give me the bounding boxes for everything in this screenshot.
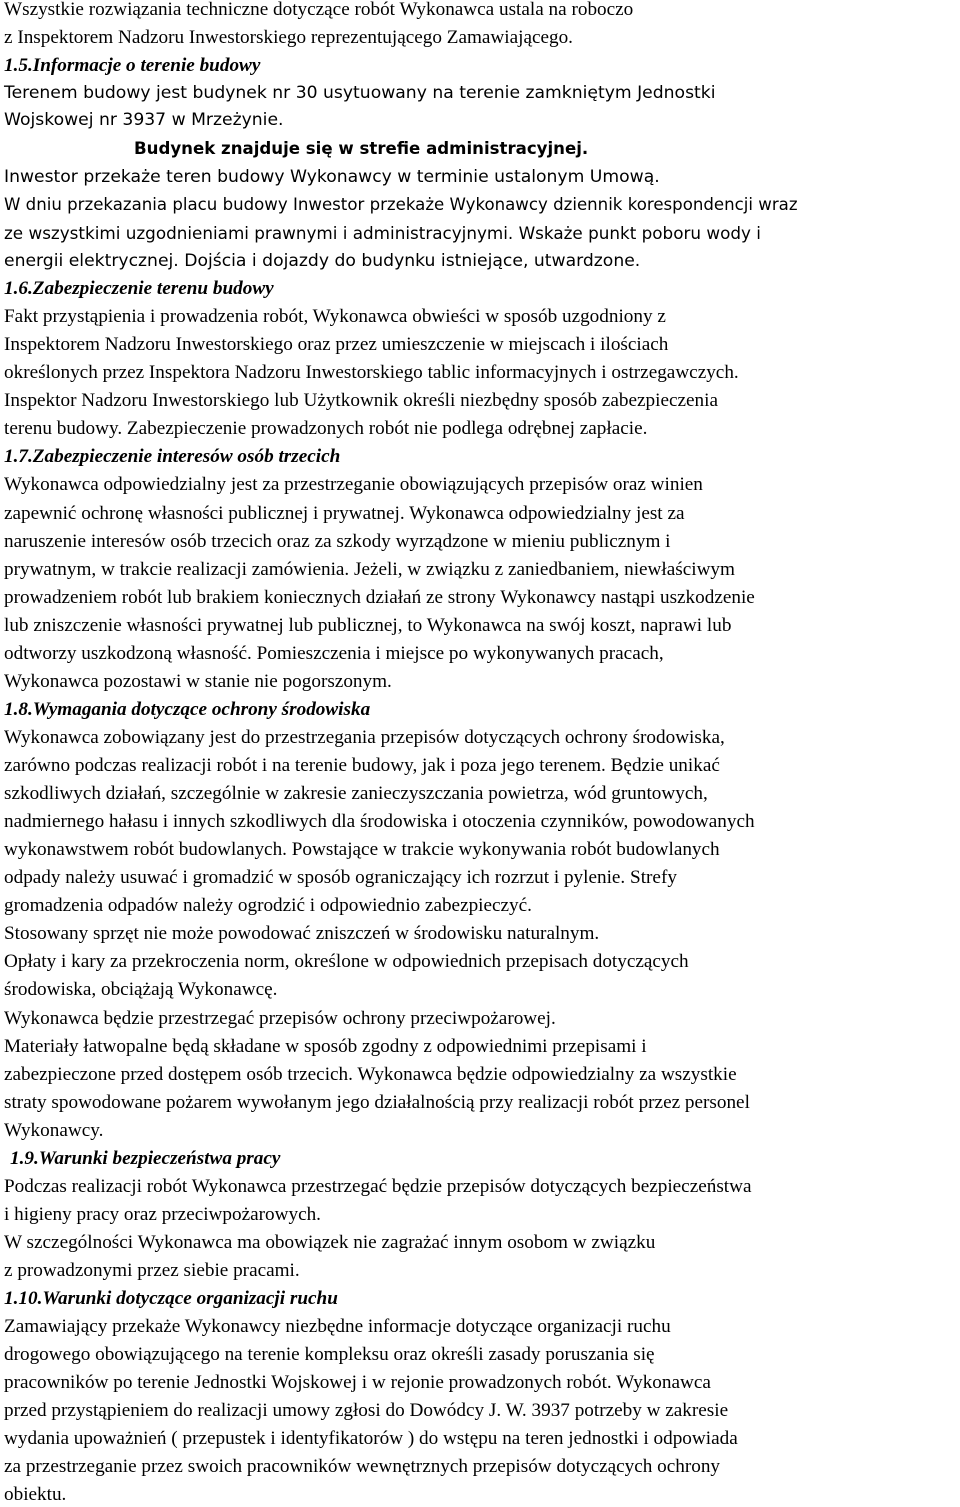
section-heading-1-6 [4,277,274,301]
section-number: 1.6. [4,278,33,299]
text-line: Inspektorem Nadzoru Inwestorskiego oraz przez umieszczenie w miejscach i ilościach [4,334,669,355]
section-number: 1.10. [4,1288,43,1309]
text-line: gromadzenia odpadów należy ogrodzić i odpowiednio zabezpieczyć. [4,895,532,916]
section-title: Informacje o terenie budowy [32,55,261,76]
text-line: przed przystąpieniem do realizacji umowy zgłosi do Dowódcy J. W. 3937 potrzeby w zakresie [4,1400,729,1421]
text-line: pracowników po terenie Jednostki Wojskowej i w rejonie prowadzonych robót. Wykonawca [4,1372,711,1393]
text-line: z prowadzonymi przez siebie pracami. [4,1260,300,1281]
emphasis-line: Budynek znajduje się w strefie administracyjnej. [134,139,589,158]
text-line: Materiały łatwopalne będą składane w sposób zgodny z odpowiednimi przepisami i [4,1036,647,1057]
section-title: Zabezpieczenie interesów osób trzecich [32,446,341,467]
text-line: Stosowany sprzęt nie może powodować zniszczeń w środowisku naturalnym. [4,923,600,944]
text-line: i higieny pracy oraz przeciwpożarowych. [4,1204,321,1225]
text-line: nadmiernego hałasu i innych szkodliwych dla środowiska i otoczenia czynników, powodowanych [4,811,755,832]
text-line: Wykonawca zobowiązany jest do przestrzegania przepisów dotyczących ochrony środowiska, [4,727,725,748]
text-line: zapewnić ochronę własności publicznej i prywatnej. Wykonawca odpowiedzialny jest za [4,503,685,524]
text-line: Wykonawca odpowiedzialny jest za przestrzeganie obowiązujących przepisów oraz winien [4,474,703,495]
text-line: prowadzeniem robót lub brakiem koniecznych działań ze strony Wykonawcy nastąpi uszkodzenie [4,587,755,608]
text-line: Terenem budowy jest budynek nr 30 usytuowany na terenie zamkniętym Jednostki [4,83,716,103]
text-line: Wszystkie rozwiązania techniczne dotyczące robót Wykonawca ustala na roboczo [4,0,634,20]
text-line: odpady należy usuwać i gromadzić w sposób ograniczający ich rozrzut i pylenie. Strefy [4,867,677,888]
section-title: Warunki bezpieczeństwa pracy [38,1148,281,1169]
text-line: naruszenie interesów osób trzecich oraz za szkody wyrządzone w mieniu publicznym i [4,531,671,552]
text-line: terenu budowy. Zabezpieczenie prowadzonych robót nie podlega odrębnej zapłacie. [4,418,648,439]
section-number: 1.5. [4,55,33,76]
text-line: Opłaty i kary za przekroczenia norm, określone w odpowiednich przepisach dotyczących [4,951,689,972]
text-line: Wykonawca będzie przestrzegać przepisów ochrony przeciwpożarowej. [4,1008,556,1029]
text-line: z Inspektorem Nadzoru Inwestorskiego reprezentującego Zamawiającego. [4,27,573,48]
section-number: 1.8. [4,699,33,720]
section-title: Zabezpieczenie terenu budowy [32,278,274,299]
text-line: ze wszystkimi uzgodnieniami prawnymi i administracyjnymi. Wskaże punkt poboru wody i [4,223,761,243]
section-heading-1-5 [4,54,260,78]
text-line: Wykonawca pozostawi w stanie nie pogorszonym. [4,671,392,692]
text-line: energii elektrycznej. Dojścia i dojazdy do budynku istniejące, utwardzone. [4,251,641,271]
text-line: Inspektor Nadzoru Inwestorskiego lub Użytkownik określi niezbędny sposób zabezpieczenia [4,390,718,411]
text-line: Wojskowej nr 3937 w Mrzeżynie. [4,110,284,130]
text-line: zabezpieczone przed dostępem osób trzecich. Wykonawca będzie odpowiedzialny za wszystkie [4,1064,737,1085]
text-line: prywatnym, w trakcie realizacji zamówienia. Jeżeli, w związku z zaniedbaniem, niewłaściwym [4,559,735,580]
text-line: wykonawstwem robót budowlanych. Powstające w trakcie wykonywania robót budowlanych [4,839,720,860]
text-line: zarówno podczas realizacji robót i na terenie budowy, jak i poza jego terenem. Będzie unikać [4,755,720,776]
text-line: obiektu. [4,1484,67,1505]
text-line: Inwestor przekaże teren budowy Wykonawcy w terminie ustalonym Umową. [4,167,660,187]
text-line: Zamawiający przekaże Wykonawcy niezbędne informacje dotyczące organizacji ruchu [4,1316,671,1337]
text-line: określonych przez Inspektora Nadzoru Inwestorskiego tablic informacyjnych i ostrzegawczych. [4,362,739,383]
text-line: wydania upoważnień ( przepustek i identyfikatorów ) do wstępu na teren jednostki i odpowiada [4,1428,738,1449]
section-title: Warunki dotyczące organizacji ruchu [42,1288,338,1309]
section-heading-1-8 [4,698,370,722]
text-line: lub zniszczenie własności prywatnej lub publicznej, to Wykonawca na swój koszt, naprawi lub [4,615,732,636]
text-line: W dniu przekazania placu budowy Inwestor przekaże Wykonawcy dziennik korespondencji wraz [4,195,798,214]
text-line: Fakt przystąpienia i prowadzenia robót, Wykonawca obwieści w sposób uzgodniony z [4,306,666,327]
text-line: W szczególności Wykonawca ma obowiązek nie zagrażać innym osobom w związku [4,1232,656,1253]
text-line: Wykonawcy. [4,1120,104,1141]
text-line: szkodliwych działań, szczególnie w zakresie zanieczyszczania powietrza, wód gruntowych, [4,783,708,804]
text-line: za przestrzeganie przez swoich pracowników wewnętrznych przepisów dotyczących ochrony [4,1456,721,1477]
section-number: 1.7. [4,446,33,467]
text-line: środowiska, obciążają Wykonawcę. [4,979,278,1000]
text-line: odtworzy uszkodzoną własność. Pomieszczenia i miejsce po wykonywanych pracach, [4,643,664,664]
section-title: Wymagania dotyczące ochrony środowiska [32,699,371,720]
text-line: Podczas realizacji robót Wykonawca przestrzegać będzie przepisów dotyczących bezpieczeństwa [4,1176,752,1197]
text-line: straty spowodowane pożarem wywołanym jego działalnością przy realizacji robót przez personel [4,1092,750,1113]
text-line: drogowego obowiązującego na terenie kompleksu oraz określi zasady poruszania się [4,1344,655,1365]
section-heading-1-10 [4,1287,338,1311]
section-heading-1-7 [4,445,340,469]
section-heading-1-9 [10,1147,280,1171]
section-number: 1.9. [10,1148,39,1169]
